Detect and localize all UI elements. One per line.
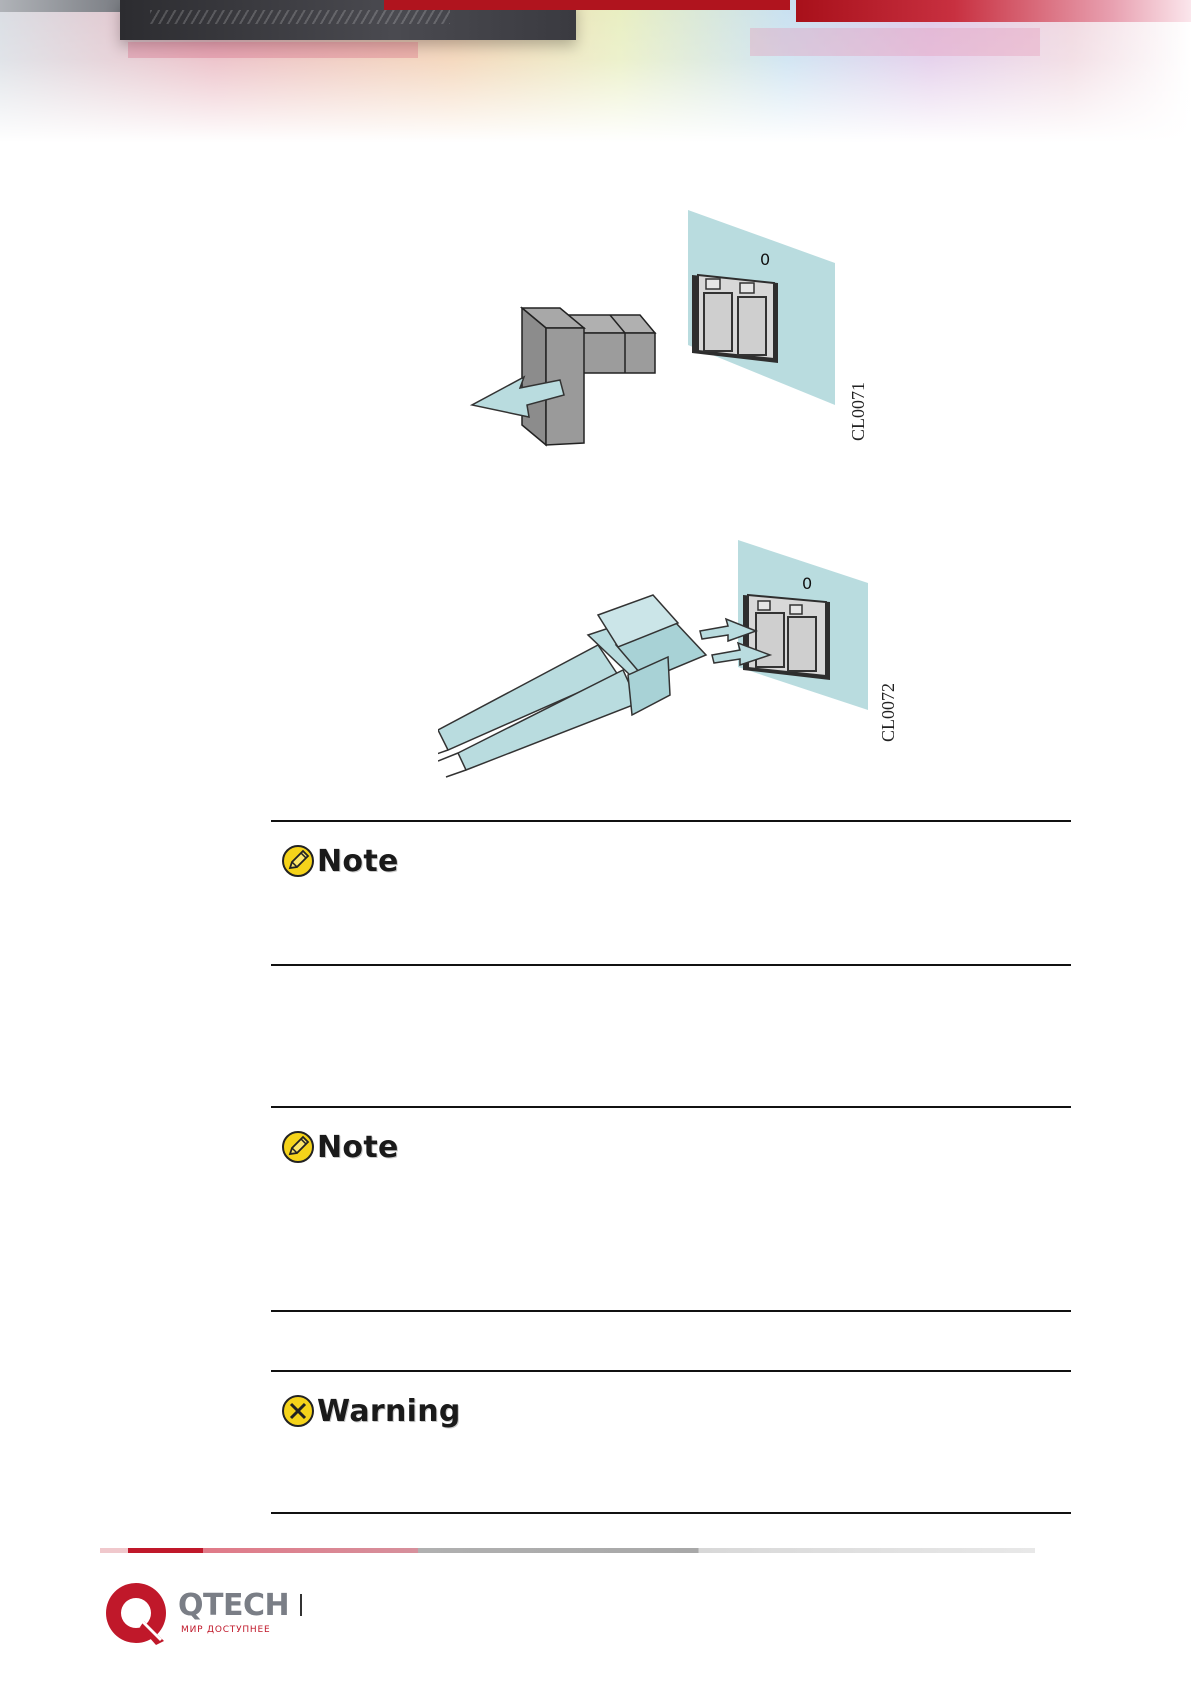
note-header [281, 842, 399, 880]
dust-plug [522, 308, 655, 445]
figure-remove-dust-plug [460, 205, 880, 455]
banner-red-gradient-bar [796, 0, 1191, 22]
warning-callout [271, 1370, 1071, 1514]
x-warning-icon [281, 1394, 315, 1428]
warning-title: Warning [317, 1393, 461, 1429]
note-title: Note [317, 1129, 399, 1165]
pencil-note-icon [281, 1130, 315, 1164]
banner-pink-bar [128, 42, 418, 58]
header-banner [0, 0, 1191, 150]
brand-tagline: МИР ДОСТУПНЕЕ [181, 1625, 271, 1635]
note-callout [271, 820, 1071, 966]
port-number-label: 0 [802, 574, 813, 593]
brand-name: QTECH [178, 1588, 290, 1623]
banner-pink-bar-right [750, 28, 1040, 56]
note-callout [271, 1106, 1071, 1312]
figure-insert-connector [438, 535, 908, 780]
figure-code-label: CL0071 [848, 381, 868, 441]
port-cage [692, 275, 778, 363]
figure-code-label: CL0072 [878, 682, 898, 742]
warning-header [281, 1392, 461, 1430]
port-cage [743, 595, 830, 680]
connector-illustration [438, 535, 908, 780]
pencil-note-icon [281, 844, 315, 878]
note-title: Note [317, 843, 399, 879]
banner-red-bar [384, 0, 790, 10]
banner-grey-strip [0, 0, 120, 12]
dust-plug-illustration [460, 205, 880, 455]
logo-separator [300, 1594, 302, 1616]
footer-rule [100, 1548, 1035, 1553]
lc-connector [438, 595, 706, 777]
port-number-label: 0 [760, 250, 771, 269]
note-header [281, 1128, 399, 1166]
